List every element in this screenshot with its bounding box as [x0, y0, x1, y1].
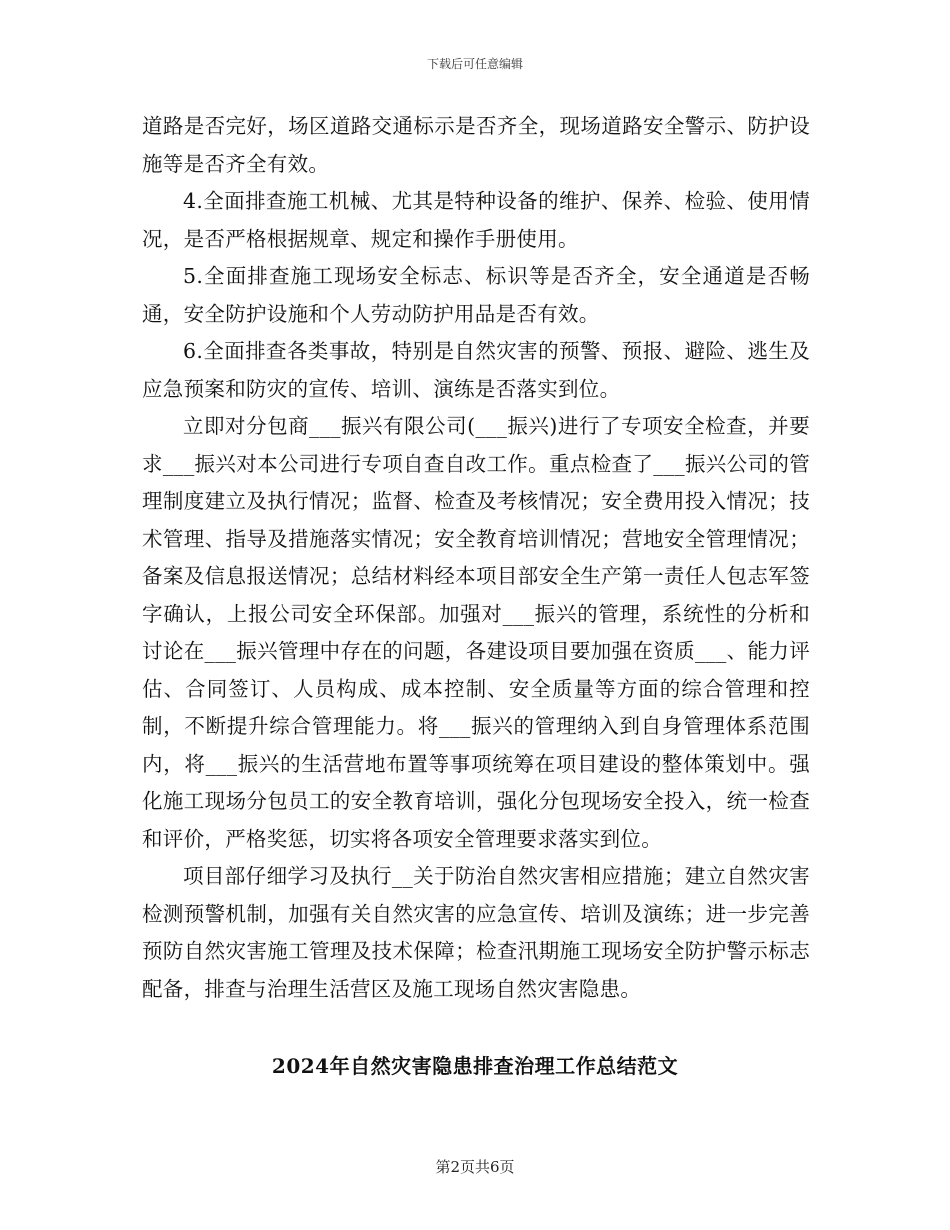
document-body [142, 108, 810, 1008]
paragraph-subcontractor-inspection: 立即对分包商___振兴有限公司(___振兴)进行了专项安全检查，并要求___振兴对本公司进行专项自查自改工作。重点检查了___振兴公司的管理制度建立及执行情况；监督、检查及考核情况；安全费用投入情况；技术管理、指导及措施落实情况；安全教育培训情况；营地安全管理情况；备案及信息报送情况；总结材料经本项目部安全生产第一责任人包志军签字确认，上报公司安全环保部。加强对___振兴的管理，系统性的分析和讨论在___振兴管理中存在的问题，各建设项目要加强在资质___、能力评估、合同签订、人员构成、成本控制、安全质量等方面的综合管理和控制，不断提升综合管理能力。将___振兴的管理纳入到自身管理体系范围内，将___振兴的生活营地布置等事项统筹在项目建设的整体策划中。强化施工现场分包员工的安全教育培训，强化分包现场安全投入，统一检查和评价，严格奖惩，切实将各项安全管理要求落实到位。 [142, 414, 810, 851]
page-header-note: 下载后可任意编辑 [426, 57, 523, 71]
paragraph-continuation: 道路是否完好，场区道路交通标示是否齐全，现场道路安全警示、防护设施等是否齐全有效。 [142, 114, 810, 176]
paragraph-item-5: 5.全面排查施工现场安全标志、标识等是否齐全，安全通道是否畅通，安全防护设施和个人劳动防护用品是否有效。 [142, 264, 810, 326]
paragraph-item-6: 6.全面排查各类事故，特别是自然灾害的预警、预报、避险、逃生及应急预案和防灾的宣传、培训、演练是否落实到位。 [142, 339, 810, 401]
paragraph-item-4: 4.全面排查施工机械、尤其是特种设备的维护、保养、检验、使用情况，是否严格根据规章、规定和操作手册使用。 [142, 189, 810, 251]
paragraph-disaster-measures: 项目部仔细学习及执行__关于防治自然灾害相应措施；建立自然灾害检测预警机制，加强有关自然灾害的应急宣传、培训及演练；进一步完善预防自然灾害施工管理及技术保障；检查汛期施工现场安全防护警示标志配备，排查与治理生活营区及施工现场自然灾害隐患。 [142, 864, 810, 1001]
section-title: 2024年自然灾害隐患排查治理工作总结范文 [271, 1054, 679, 1078]
page-number-footer: 第2页共6页 [435, 1158, 515, 1176]
